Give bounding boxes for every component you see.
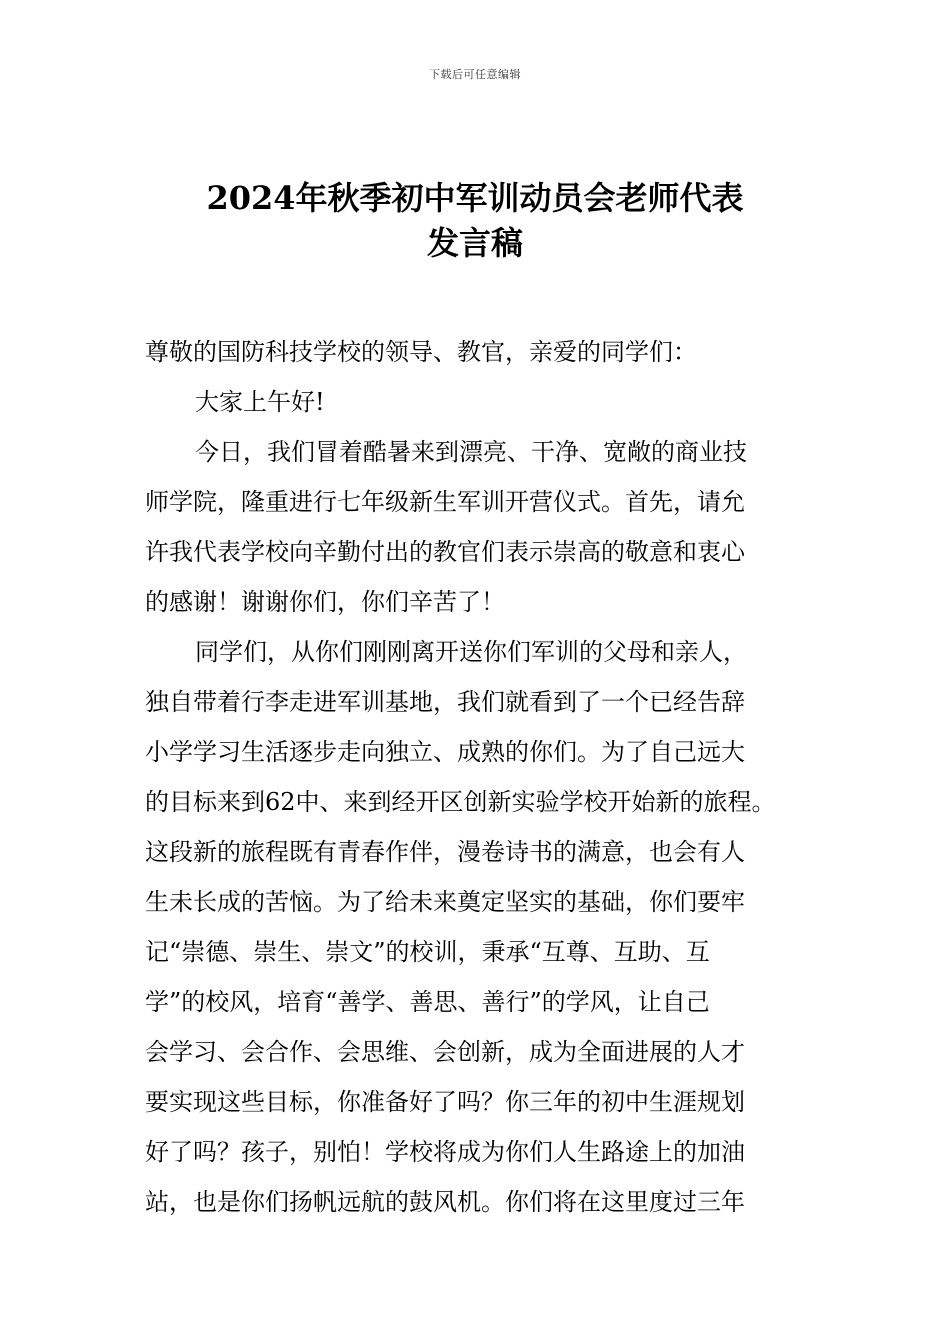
body-line: 站，也是你们扬帆远航的鼓风机。你们将在这里度过三年 (145, 1188, 745, 1216)
body-line: 独自带着行李走进军训基地，我们就看到了一个已经告辞 (145, 688, 745, 716)
body-line: 师学院，隆重进行七年级新生军训开营仪式。首先，请允 (145, 488, 745, 516)
body-line: 许我代表学校向辛勤付出的教官们表示崇高的敬意和衷心 (145, 538, 745, 566)
body-line: 学”的校风，培育“善学、善思、善行”的学风，让自己 (145, 988, 710, 1016)
body-line: 的目标来到62中、来到经开区创新实验学校开始新的旅程。 (145, 788, 776, 816)
body-line: 生未长成的苦恼。为了给未来奠定坚实的基础，你们要牢 (145, 888, 745, 916)
body-line: 尊敬的国防科技学校的领导、教官，亲爱的同学们： (145, 338, 697, 366)
body-line: 好了吗？孩子，别怕！学校将成为你们人生路途上的加油 (145, 1138, 745, 1166)
body-line: 的感谢！谢谢你们，你们辛苦了！ (145, 588, 505, 616)
document-body (145, 327, 805, 1227)
body-line: 今日，我们冒着酷暑来到漂亮、干净、宽敞的商业技 (195, 438, 747, 466)
page-header-note: 下载后可任意编辑 (429, 68, 521, 81)
document-title (0, 176, 950, 266)
body-line: 同学们，从你们刚刚离开送你们军训的父母和亲人， (195, 638, 747, 666)
title-line-1: 2024年秋季初中军训动员会老师代表 (206, 179, 744, 217)
body-line: 这段新的旅程既有青春作伴，漫卷诗书的满意，也会有人 (145, 838, 745, 866)
body-line: 会学习、会合作、会思维、会创新，成为全面进展的人才 (145, 1038, 745, 1066)
body-line: 要实现这些目标，你准备好了吗？你三年的初中生涯规划 (145, 1088, 745, 1116)
body-line: 大家上午好! (195, 388, 325, 416)
title-line-2: 发言稿 (426, 224, 523, 262)
body-line: 记“崇德、崇生、崇文”的校训，秉承“互尊、互助、互 (145, 938, 710, 966)
body-line: 小学学习生活逐步走向独立、成熟的你们。为了自己远大 (145, 738, 745, 766)
